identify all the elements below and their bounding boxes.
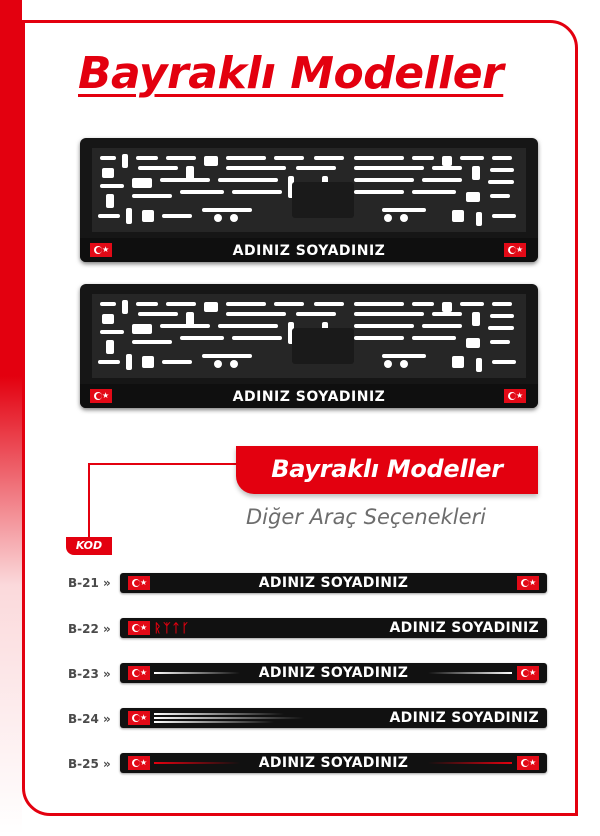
white-stripe-decoration <box>154 713 284 715</box>
turkish-flag-icon: ★ <box>128 666 150 680</box>
plate-name-text: ADINIZ SOYADINIZ <box>232 243 386 259</box>
option-code: B-22 » <box>68 622 111 636</box>
white-stripe-decoration <box>154 721 274 723</box>
option-code: B-21 » <box>68 576 111 590</box>
option-strip-b21 <box>120 573 547 593</box>
license-plate-frame-2 <box>80 284 538 408</box>
option-strip-b25 <box>120 753 547 773</box>
banner-title: Bayraklı Modeller <box>271 455 503 483</box>
license-plate-frame-1 <box>80 138 538 262</box>
turkish-flag-icon: ★ <box>128 756 150 770</box>
kod-connector-line <box>88 463 90 537</box>
section-subtitle: Diğer Araç Seçenekleri <box>246 505 486 529</box>
white-stripe-decoration <box>154 717 304 719</box>
option-strip-b23 <box>120 663 547 683</box>
left-red-fade-decoration <box>0 0 22 836</box>
turkish-flag-icon: ★ <box>128 576 150 590</box>
option-strip-b22 <box>120 618 547 638</box>
plate-center-logo-box <box>292 182 354 218</box>
page-title: Bayraklı Modeller <box>78 48 504 99</box>
turkish-flag-icon: ★ <box>90 389 112 403</box>
red-line-decoration <box>428 762 512 764</box>
section-banner <box>236 446 538 494</box>
option-strip-text: ADINIZ SOYADINIZ <box>258 755 409 771</box>
option-code: B-23 » <box>68 667 111 681</box>
option-strip-text: ADINIZ SOYADINIZ <box>258 575 409 591</box>
banner-connector-line <box>88 463 236 465</box>
turkish-flag-icon: ★ <box>517 756 539 770</box>
kod-label: KOD <box>66 537 112 555</box>
option-strip-b24 <box>120 708 547 728</box>
option-strip-text: ADINIZ SOYADINIZ <box>389 620 539 636</box>
turkish-flag-icon: ★ <box>128 711 150 725</box>
option-code: B-24 » <box>68 712 111 726</box>
turkish-flag-icon: ★ <box>517 666 539 680</box>
turkish-flag-icon: ★ <box>128 621 150 635</box>
gokturk-runes-text: ᚱᛉᛏᚴ <box>154 621 191 635</box>
plate-name-text: ADINIZ SOYADINIZ <box>232 389 386 405</box>
option-strip-text: ADINIZ SOYADINIZ <box>258 665 409 681</box>
turkish-flag-icon: ★ <box>504 389 526 403</box>
option-strip-text: ADINIZ SOYADINIZ <box>389 710 539 726</box>
option-code: B-25 » <box>68 757 111 771</box>
plate-center-logo-box <box>292 328 354 364</box>
turkish-flag-icon: ★ <box>90 243 112 257</box>
turkish-flag-icon: ★ <box>517 576 539 590</box>
turkish-flag-icon: ★ <box>504 243 526 257</box>
white-line-decoration <box>428 672 512 674</box>
